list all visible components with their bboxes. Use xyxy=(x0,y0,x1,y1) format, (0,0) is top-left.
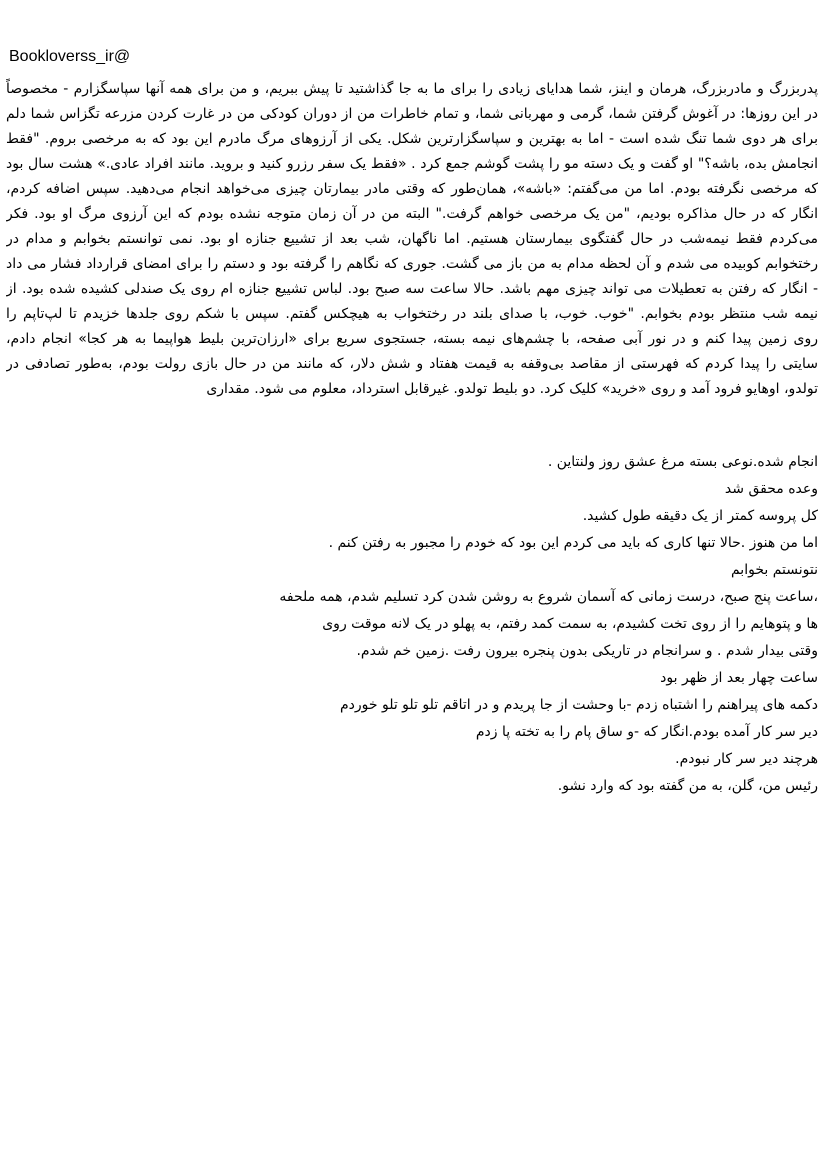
handle-text: Bookloverss_ir@ xyxy=(9,48,131,65)
text-line: ،ساعت پنج صبح، درست زمانی که آسمان شروع به روشن شدن کرد تسلیم شدم، همه ملحفه xyxy=(279,589,818,605)
text-line: ساعت چهار بعد از ظهر بود xyxy=(660,670,818,686)
paragraph-line: انگار که در حال مذاکره بودیم، "من یک مرخصی خواهم گرفت." البته من در آن زمان متوجه نشده بودم که این آرزوی مرگ او بود. فکر xyxy=(6,206,818,222)
text-line: ها و پتوهایم را از روی تخت کشیدم، به سمت کمد رفتم، به پهلو در یک لانه موقت روی xyxy=(322,616,818,632)
text-line: وقتی بیدار شدم . و سرانجام در تاریکی بدون پنجره بیرون رفت .زمین خم شدم. xyxy=(356,643,818,659)
opening-paragraph xyxy=(6,77,818,402)
paragraph-line: تولدو، اوهایو فرود آمد و روی «خرید» کلیک کرد. دو بلیط تولدو. غیرقابل استرداد، معلوم می شود. مقداری xyxy=(206,381,818,397)
paragraph-line: - انگار که رفتن به تعطیلات می تواند چیزی مهم باشد. حالا ساعت سه صبح بود. لباس تشییع جنازه ام روی یک صندلی کشیده شده بود. از xyxy=(6,281,818,297)
paragraph-line: برای هر دوی شما تنگ شده است - اما به بهترین و سپاسگزارترین شکل. یکی از آرزوهای مرگ مادرم این بود که به مرخصی بروم. "فقط xyxy=(6,131,818,147)
text-line: هرچند دیر سر کار نبودم. xyxy=(675,751,818,767)
paragraph-line: رختخوابم کوبیده می شدم و آن لحظه مدام به من باز می گشت. جوری که نگاهم را گرفته بود و دستم را برای امضای قرارداد فشار می داد xyxy=(6,256,818,272)
paragraph-line: روی زمین پیدا کنم و در نور آبی صفحه، با چشم‌های نیمه بسته، جستجوی سریع برای «ارزان‌ترین بلیط هواپیما به هر کجا» انجام دادم، xyxy=(6,331,818,347)
paragraph-line: که مرخصی نگرفته بودم. اما من می‌گفتم: «باشه»، همان‌طور که وقتی مادر بیمارتان چیزی می‌خواهد انجام می‌دهید. سپس اضافه کردم، xyxy=(6,181,818,197)
paragraph-line: سایتی را پیدا کردم که فهرستی از مقاصد بی‌وقفه به قیمت هفتاد و شش دلار، که مانند من در حال بازی رولت بودم، به‌طور تصادفی در xyxy=(6,356,818,372)
paragraph-line: انجامش بده، باشه؟" او گفت و یک دسته مو را پشت گوشم جمع کرد . «فقط یک سفر رزرو کنید و بروید. مانند افراد عادی.» هشت سال بود xyxy=(6,156,818,172)
text-line: کل پروسه کمتر از یک دقیقه طول کشید. xyxy=(582,508,818,524)
text-line: دیر سر کار آمده بودم.انگار که -و ساق پام را به تخته پا زدم xyxy=(475,724,818,740)
paragraph-line: در این روزها: در آغوش گرفتن شما، گرمی و مهربانی شما، و تمام خاطرات من از دوران کودکی من در غارت کردن مزرعه تگزاس شما دلم xyxy=(6,106,818,122)
text-line: اما من هنوز .حالا تنها کاری که باید می کردم این بود که خودم را مجبور به رفتن کنم . xyxy=(328,535,818,551)
paragraph-line: پدربزرگ و مادربزرگ، هرمان و اینز، شما هدایای زیادی را برای ما به جا گذاشتید تا پیش ببریم، و من برای همه آنها سپاسگزارم - مخصوصاً xyxy=(6,81,818,97)
paragraph-line: می‌کردم فقط نیمه‌شب در حال گفتگوی بیمارستان هستیم. اما ناگهان، شب بعد از تشییع جنازه او بود. نمی توانستم بخوابم و مدام در xyxy=(6,231,818,247)
text-line: نتونستم بخوابم xyxy=(730,562,818,578)
text-line: وعده محقق شد xyxy=(724,481,818,497)
text-line: رئیس من، گلن، به من گفته بود که وارد نشو. xyxy=(557,778,818,794)
text-line: دکمه های پیراهنم را اشتباه زدم -با وحشت از جا پریدم و در اتاقم تلو تلو تلو خوردم xyxy=(339,697,818,713)
text-line: انجام شده.نوعی بسته مرغ عشق روز ولنتاین . xyxy=(547,454,818,470)
short-lines-block xyxy=(6,449,818,800)
paragraph-line: نیمه شب منتظر بودم بخوابم. "خوب. خوب، با صدای بلند در رختخواب به هیچکس گفتم. سپس با شکم روی جلدها خزیدم تا لپ‌تاپم را xyxy=(6,306,818,322)
